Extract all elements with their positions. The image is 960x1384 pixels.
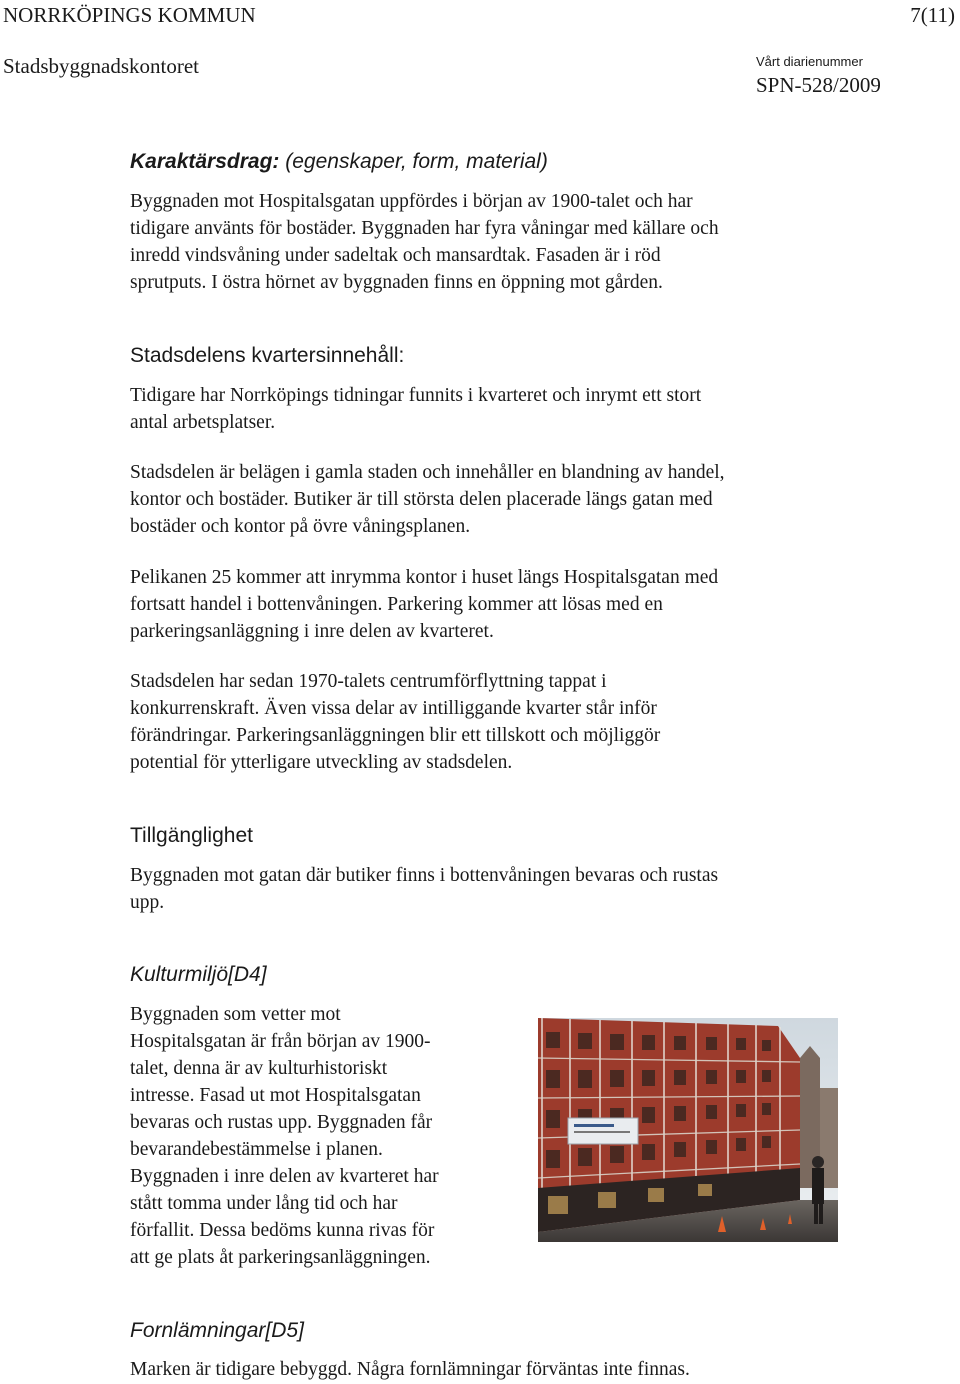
page-number: 7(11) — [910, 3, 955, 27]
text-line: Stadsdelen har sedan 1970-talets centrumförflyttning tappat i — [130, 671, 607, 692]
fornlamningar-text — [130, 1356, 930, 1383]
text-line: förändringar. Parkeringsanläggningen blir ett tillskott och möjliggör — [130, 725, 661, 746]
text-line: Byggnaden i inre delen av kvarteret har — [130, 1166, 439, 1187]
kulturmiljo-heading: Kulturmiljö[D4] — [130, 963, 267, 986]
text-line: bostäder och kontor på övre våningsplanen. — [130, 516, 471, 537]
text-line: potential för ytterligare utveckling av stadsdelen. — [130, 752, 513, 773]
text-line: Byggnaden som vetter mot — [130, 1004, 341, 1025]
kvarter-p4 — [130, 668, 850, 776]
text-line: Marken är tidigare bebyggd. Några fornlämningar förväntas inte finnas. — [130, 1359, 690, 1380]
text-line: bevarandebestämmelse i planen. — [130, 1139, 383, 1160]
karaktar-heading-rest: (egenskaper, form, material) — [279, 150, 548, 173]
tillganglighet-heading: Tillgänglighet — [130, 824, 253, 847]
text-line: Hospitalsgatan är från början av 1900- — [130, 1031, 431, 1052]
ref-label: Vårt diarienummer — [756, 54, 863, 69]
text-line: förfallit. Dessa bedöms kunna rivas för — [130, 1220, 435, 1241]
text-line: Pelikanen 25 kommer att inrymma kontor i huset längs Hospitalsgatan med — [130, 567, 719, 588]
text-line: Stadsdelen är belägen i gamla staden och innehåller en blandning av handel, — [130, 462, 725, 483]
text-line: talet, denna är av kulturhistoriskt — [130, 1058, 388, 1079]
text-line: upp. — [130, 892, 165, 913]
org-name: NORRKÖPINGS KOMMUN — [3, 3, 256, 27]
text-line: kontor och bostäder. Butiker är till största delen placerade längs gatan med — [130, 489, 713, 510]
karaktar-heading-bold: Karaktärsdrag: — [130, 150, 280, 173]
kvarter-p3 — [130, 564, 850, 645]
text-line: tidigare använts för bostäder. Byggnaden har fyra våningar med källare och — [130, 218, 719, 239]
tillganglighet-text — [130, 862, 850, 916]
text-line: antal arbetsplatser. — [130, 412, 276, 433]
text-line: fortsatt handel i bottenvåningen. Parkering kommer att lösas med en — [130, 594, 663, 615]
text-line: intresse. Fasad ut mot Hospitalsgatan — [130, 1085, 421, 1106]
ref-number: SPN-528/2009 — [756, 73, 881, 97]
text-line: parkeringsanläggning i inre delen av kvarteret. — [130, 621, 494, 642]
text-line: sprutputs. I östra hörnet av byggnaden finns en öppning mot gården. — [130, 272, 663, 293]
text-line: stått tomma under lång tid och har — [130, 1193, 398, 1214]
text-line: Byggnaden mot Hospitalsgatan uppfördes i början av 1900-talet och har — [130, 191, 693, 212]
text-line: att ge plats åt parkeringsanläggningen. — [130, 1247, 431, 1268]
karaktar-heading — [130, 148, 548, 175]
kulturmiljo-text — [130, 1001, 520, 1271]
kvarter-heading: Stadsdelens kvartersinnehåll: — [130, 344, 405, 367]
building-photo — [538, 1018, 838, 1242]
text-line: bevaras och rustas upp. Byggnaden får — [130, 1112, 433, 1133]
text-line: inredd vindsvåning under sadeltak och mansardtak. Fasaden är i röd — [130, 245, 661, 266]
kvarter-p1 — [130, 382, 850, 436]
text-line: Tidigare har Norrköpings tidningar funnits i kvarteret och inrymt ett stort — [130, 385, 702, 406]
fornlamningar-heading: Fornlämningar[D5] — [130, 1319, 304, 1342]
building-photo-image — [538, 1018, 838, 1242]
text-line: konkurrenskraft. Även vissa delar av intilliggande kvarter står inför — [130, 698, 657, 719]
office-name: Stadsbyggnadskontoret — [3, 54, 199, 78]
kvarter-p2 — [130, 459, 850, 540]
karaktar-text — [130, 188, 850, 296]
text-line: Byggnaden mot gatan där butiker finns i bottenvåningen bevaras och rustas — [130, 865, 719, 886]
